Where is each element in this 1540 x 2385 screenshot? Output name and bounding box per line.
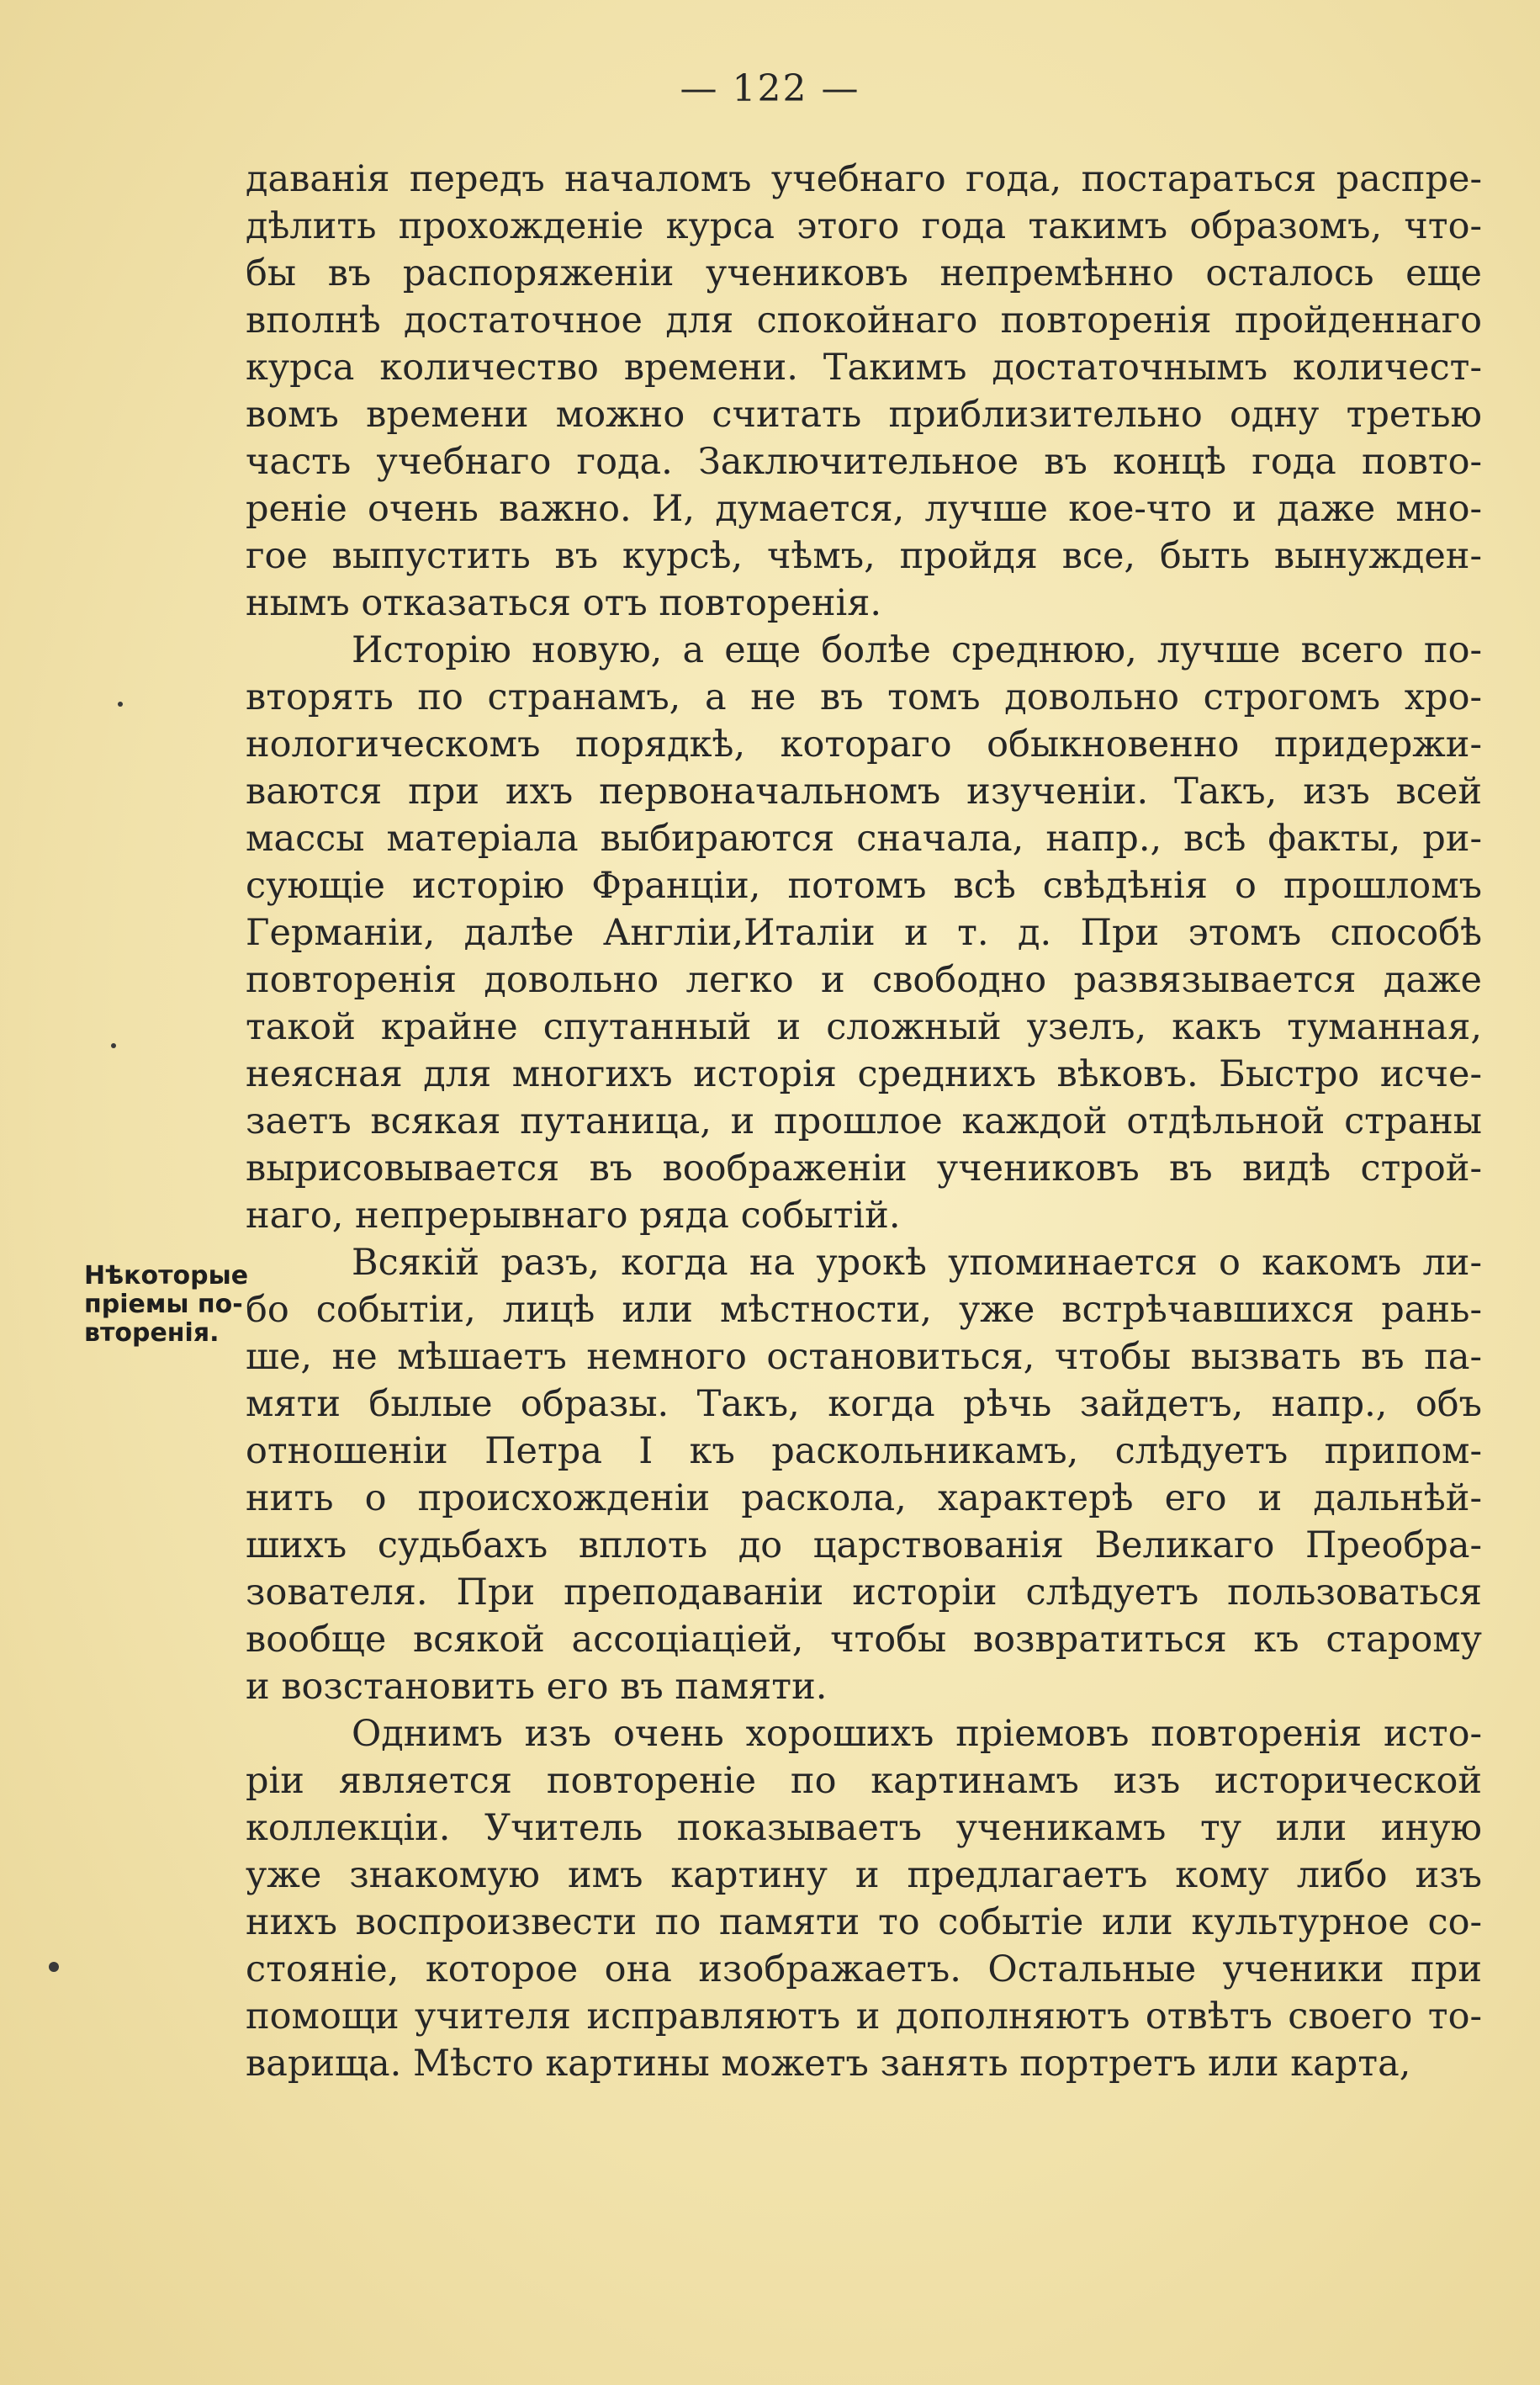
text-line: Однимъ изъ очень хорошихъ пріемовъ повторенія исто- xyxy=(352,1713,1482,1755)
body-text xyxy=(246,156,1482,2087)
text-line: массы матеріала выбираются сначала, напр., всѣ факты, ри- xyxy=(246,818,1482,860)
text-line: неясная для многихъ исторія среднихъ вѣковъ. Быстро исче- xyxy=(246,1053,1482,1095)
text-line: Германіи, далѣе Англіи,Италіи и т. д. При этомъ способѣ xyxy=(246,912,1482,954)
page-number: — 122 — xyxy=(680,67,860,110)
text-line: сующіе исторію Франціи, потомъ всѣ свѣдѣнія о прошломъ xyxy=(246,865,1482,907)
text-line: Всякій разъ, когда на урокѣ упоминается о какомъ ли- xyxy=(352,1242,1482,1284)
text-line: вообще всякой ассоціаціей, чтобы возвратиться къ старому xyxy=(246,1619,1482,1661)
text-line: нихъ воспроизвести по памяти то событіе или культурное со- xyxy=(246,1901,1482,1943)
text-line: заетъ всякая путаница, и прошлое каждой отдѣльной страны xyxy=(246,1100,1482,1142)
text-line: ваются при ихъ первоначальномъ изученіи. Такъ, изъ всей xyxy=(246,771,1482,813)
text-line: зователя. При преподаваніи исторіи слѣдуетъ пользоваться xyxy=(246,1571,1482,1614)
text-line: коллекціи. Учитель показываетъ ученикамъ ту или иную xyxy=(246,1807,1482,1849)
text-line: и возстановить его въ памяти. xyxy=(246,1666,828,1708)
text-line: отношеніи Петра I къ раскольникамъ, слѣдуетъ припом- xyxy=(246,1430,1482,1472)
paper-speck xyxy=(118,702,123,707)
text-line: реніе очень важно. И, думается, лучше кое-что и даже мно- xyxy=(246,488,1482,530)
text-line: вторять по странамъ, а не въ томъ довольно строгомъ хро- xyxy=(246,676,1482,718)
text-line: ше, не мѣшаетъ немного остановиться, чтобы вызвать въ па- xyxy=(246,1336,1482,1378)
text-line: такой крайне спутанный и сложный узелъ, какъ туманная, xyxy=(246,1006,1482,1048)
text-line: помощи учителя исправляютъ и дополняютъ отвѣтъ своего то- xyxy=(246,1995,1482,2038)
text-line: дѣлить прохожденіе курса этого года такимъ образомъ, что- xyxy=(246,205,1482,247)
text-line: нить о происхожденіи раскола, характерѣ его и дальнѣй- xyxy=(246,1477,1482,1519)
text-line: наго, непрерывнаго ряда событій. xyxy=(246,1195,901,1237)
paragraph xyxy=(246,627,1482,1239)
text-line: курса количество времени. Такимъ достаточнымъ количест- xyxy=(246,347,1482,389)
margin-note-line: пріемы по- xyxy=(84,1290,243,1319)
text-line: шихъ судьбахъ вплоть до царствованія Великаго Преобра- xyxy=(246,1524,1482,1566)
text-line: вомъ времени можно считать приблизительно одну третью xyxy=(246,394,1482,436)
text-line: нологическомъ порядкѣ, котораго обыкновенно придержи- xyxy=(246,723,1482,766)
margin-note-line: вторенія. xyxy=(84,1318,220,1348)
text-line: мяти былые образы. Такъ, когда рѣчь зайдетъ, напр., объ xyxy=(246,1383,1482,1425)
paper-speck xyxy=(111,1043,116,1048)
margin-note-line: Нѣкоторые xyxy=(84,1261,249,1291)
text-line: повторенія довольно легко и свободно развязывается даже xyxy=(246,959,1482,1001)
paragraph xyxy=(246,1710,1482,2087)
text-line: часть учебнаго года. Заключительное въ концѣ года повто- xyxy=(246,441,1482,483)
text-line: нымъ отказаться отъ повторенія. xyxy=(246,582,882,624)
text-line: гое выпустить въ курсѣ, чѣмъ, пройдя все, быть вынужден- xyxy=(246,535,1482,577)
text-line: уже знакомую имъ картину и предлагаетъ кому либо изъ xyxy=(246,1854,1482,1896)
text-line: вполнѣ достаточное для спокойнаго повторенія пройденнаго xyxy=(246,299,1482,342)
text-line: Исторію новую, а еще болѣе среднюю, лучше всего по- xyxy=(352,629,1482,671)
text-line: даванія передъ началомъ учебнаго года, постараться распре- xyxy=(246,158,1482,200)
text-line: стояніе, которое она изображаетъ. Остальные ученики при xyxy=(246,1948,1482,1990)
text-line: бо событіи, лицѣ или мѣстности, уже встрѣчавшихся рань- xyxy=(246,1289,1482,1331)
text-line: вырисовывается въ воображеніи учениковъ въ видѣ строй- xyxy=(246,1147,1482,1190)
text-line: варища. Мѣсто картины можетъ занять портретъ или карта, xyxy=(246,2043,1411,2085)
text-line: бы въ распоряженіи учениковъ непремѣнно осталось еще xyxy=(246,252,1482,294)
paragraph xyxy=(246,1239,1482,1710)
text-line: ріи является повтореніе по картинамъ изъ исторической xyxy=(246,1760,1482,1802)
paper-speck xyxy=(49,1962,59,1972)
paragraph xyxy=(246,156,1482,627)
